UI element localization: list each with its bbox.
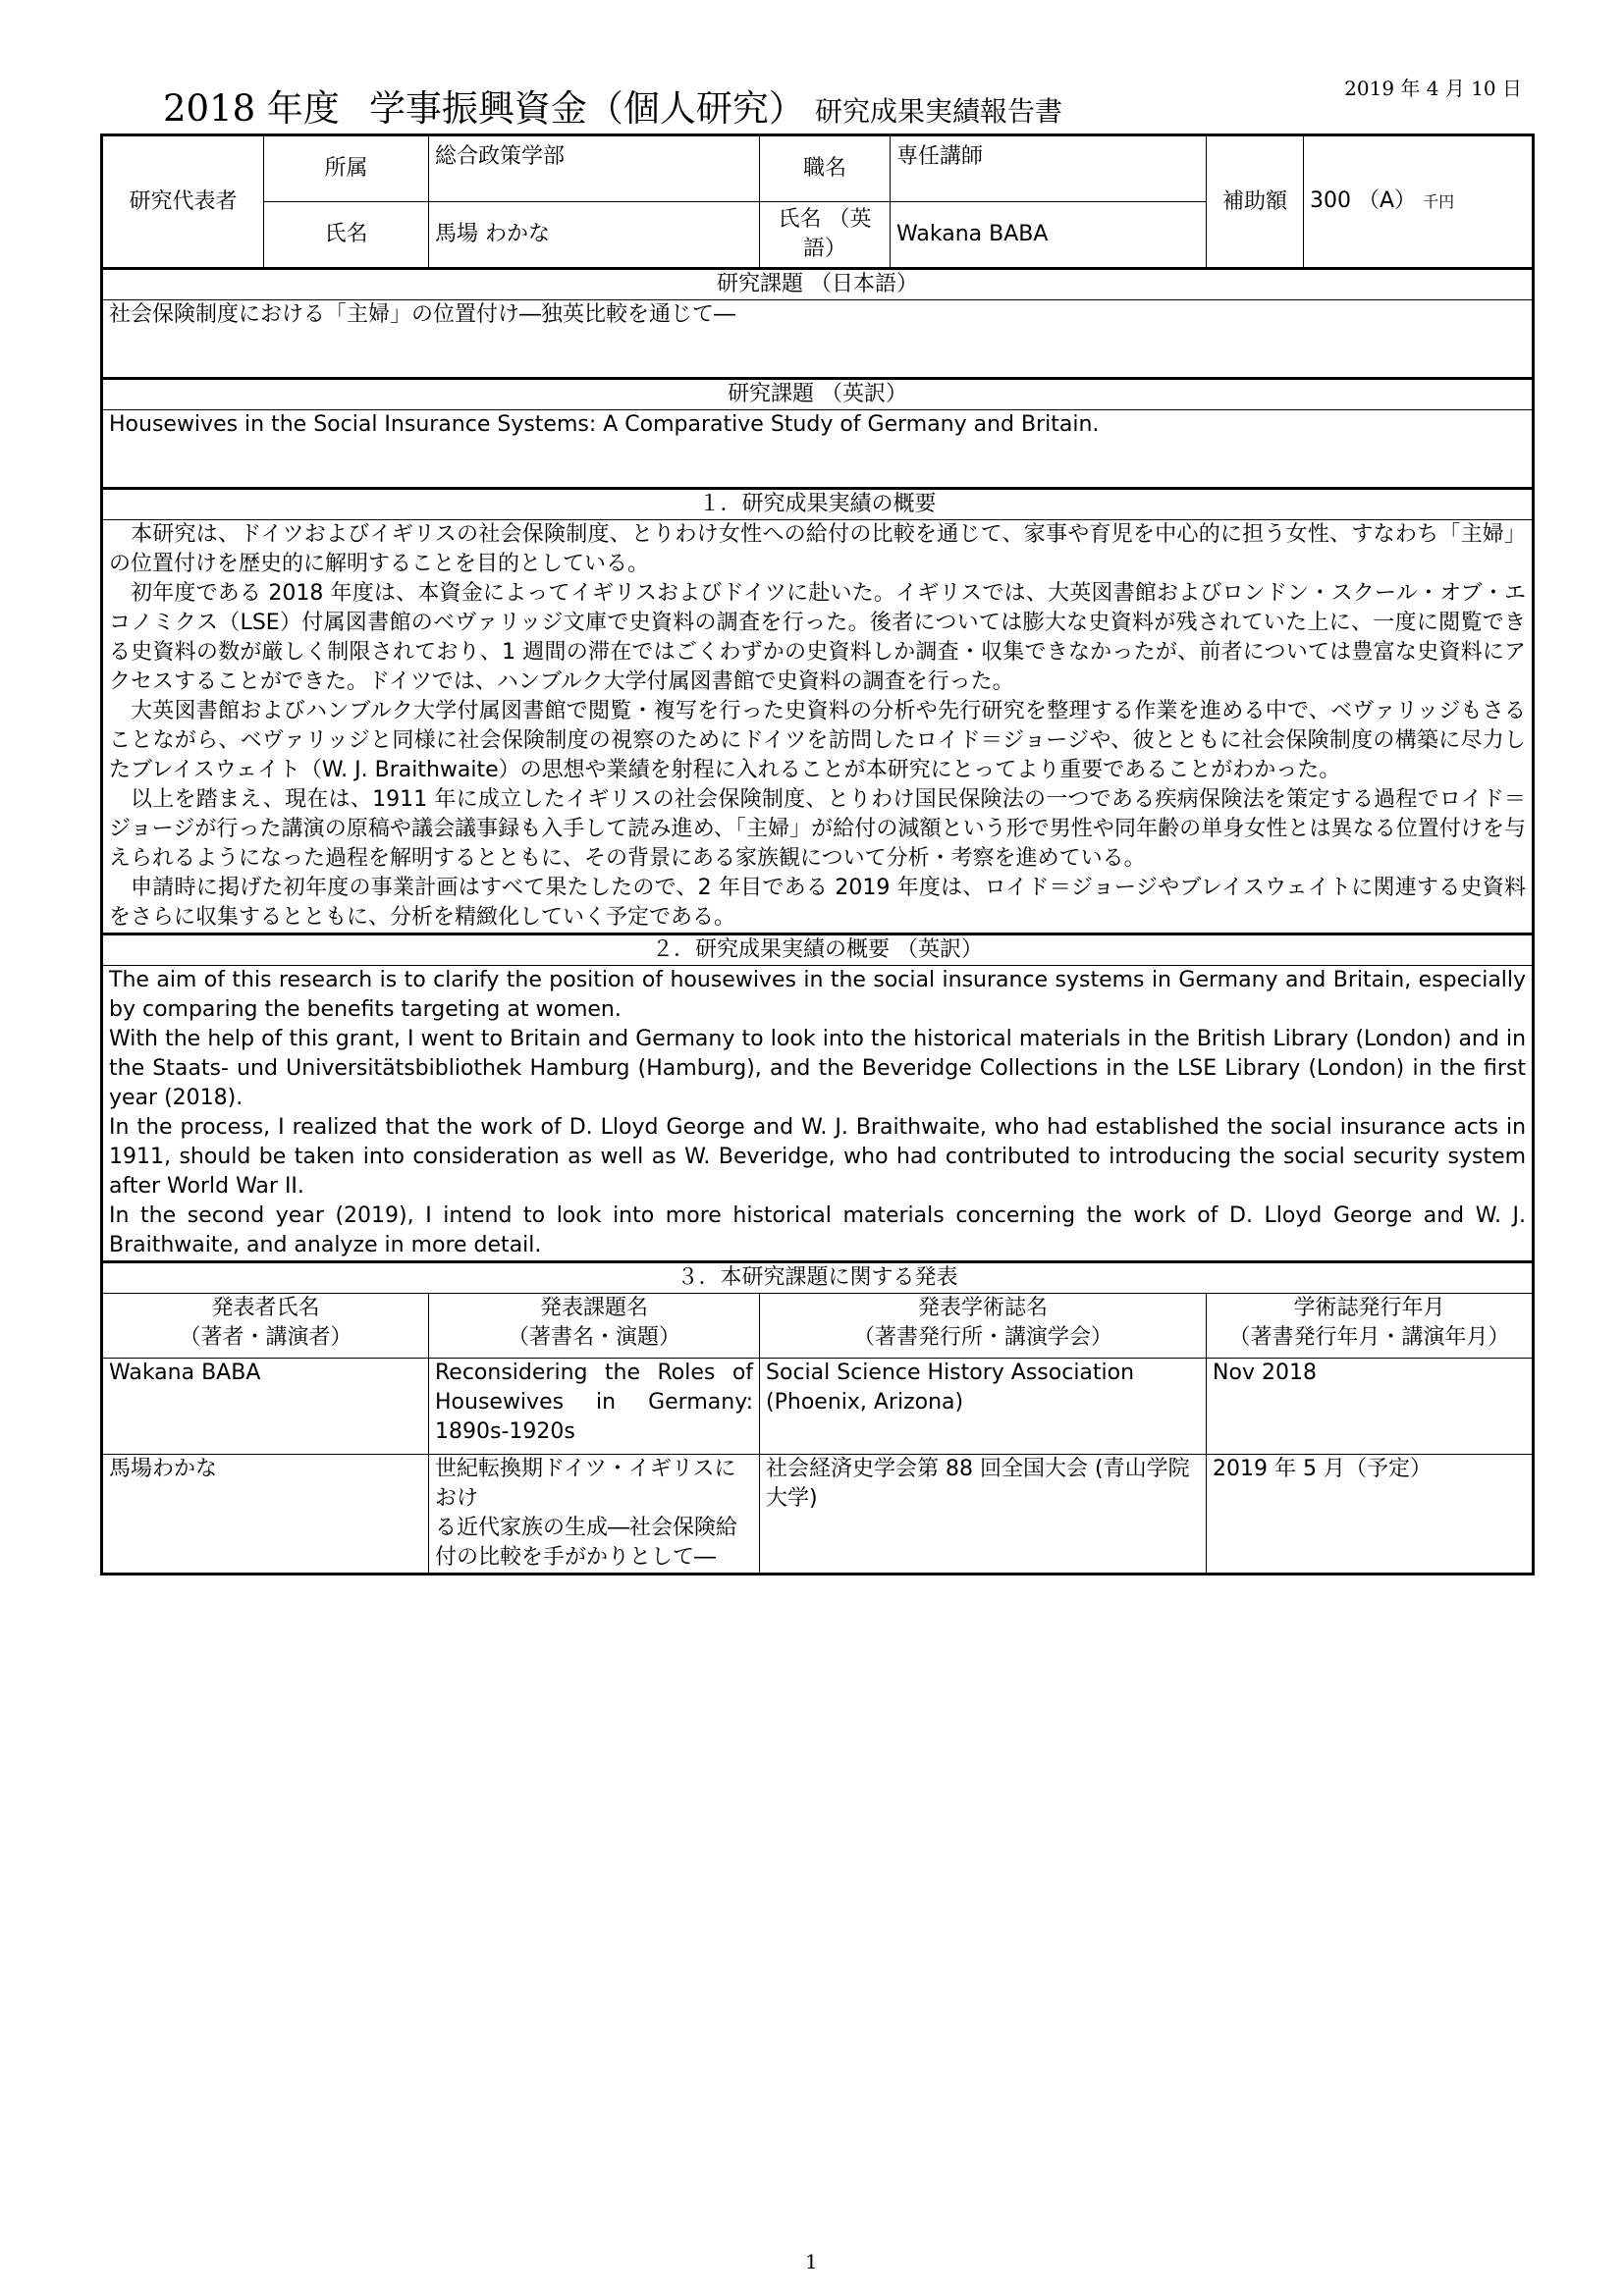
page-number: 1 bbox=[805, 2250, 818, 2273]
summary-jp-paragraph: 本研究は、ドイツおよびイギリスの社会保険制度、とりわけ女性への給付の比較を通じて、家事や育児を中心的に担う女性、すなわち「主婦」の位置付けを歴史的に解明することを目的としている。 bbox=[109, 522, 1527, 576]
title-line: Housewives in Germany: bbox=[435, 1390, 754, 1415]
summary-en-paragraph: In the process, I realized that the work of D. Lloyd George and W. J. Braithwaite, who had established the social insurance acts in 1911, should be taken into consideration as well as W. Beveridge, who had contributed to introducing the social security system after World War II. bbox=[109, 1115, 1527, 1199]
col-header-line1: 発表課題名 bbox=[540, 1296, 649, 1320]
position-value: 専任講師 bbox=[891, 135, 1207, 202]
col-title-header bbox=[429, 1294, 760, 1359]
summary-en-paragraph: With the help of this grant, I went to Britain and Germany to look into the historical materials in the British Library (London) and in the Staats- und Universitätsbibliothek Hamburg (Hamburg), and the Beveridge Collections in the LSE Library (London) in the first year (2018). bbox=[109, 1027, 1527, 1110]
summary-en-paragraph: The aim of this research is to clarify the position of housewives in the social insurance systems in Germany and Britain, especially by comparing the benefits targeting at women. bbox=[109, 968, 1527, 1022]
summary-jp-body bbox=[102, 520, 1534, 934]
col-header-line2: （著書名・演題） bbox=[508, 1325, 681, 1350]
position-label: 職名 bbox=[760, 135, 891, 202]
col-date-header bbox=[1207, 1294, 1534, 1359]
summary-jp-heading: １．研究成果実績の概要 bbox=[102, 489, 1534, 520]
affiliation-value: 総合政策学部 bbox=[429, 135, 760, 202]
title-year: 2018 年度 bbox=[163, 87, 340, 130]
date-cell: 2019 年 5 月（予定） bbox=[1207, 1455, 1534, 1575]
publications-heading: ３．本研究課題に関する発表 bbox=[102, 1262, 1534, 1294]
name-en-label: 氏名 （英語） bbox=[760, 202, 891, 269]
summary-jp-paragraph: 初年度である 2018 年度は、本資金によってイギリスおよびドイツに赴いた。イギリスでは、大英図書館およびロンドン・スクール・オブ・エコノミクス（LSE）付属図書館のベヴァリッジ文庫で史資料の調査を行った。後者については膨大な史資料が残されていた上に、一度に閲覧できる史資料の数が厳しく制限されており、1 週間の滞在ではごくわずかの史資料しか調査・収集できなかったが、前者については豊富な史資料にアクセスすることができた。ドイツでは、ハンブルク大学付属図書館で史資料の調査を行った。 bbox=[109, 581, 1527, 694]
summary-jp-paragraph: 申請時に掲げた初年度の事業計画はすべて果たしたので、2 年目である 2019 年度は、ロイド＝ジョージやブレイスウェイトに関連する史資料をさらに収集するとともに、分析を精緻化していく予定である。 bbox=[109, 876, 1527, 930]
grant-unit: 千円 bbox=[1423, 192, 1455, 211]
col-header-line2: （著書発行年月・講演年月） bbox=[1228, 1325, 1510, 1350]
topic-en-heading: 研究課題 （英訳） bbox=[102, 379, 1534, 410]
col-header-line1: 発表学術誌名 bbox=[918, 1296, 1049, 1320]
col-header-line2: （著書発行所・講演学会） bbox=[853, 1325, 1113, 1350]
title-line: 付の比較を手がかりとして― bbox=[435, 1545, 717, 1570]
document-title bbox=[163, 79, 1062, 132]
title-line: Reconsidering the Roles of bbox=[435, 1361, 754, 1385]
table-row bbox=[102, 1359, 1534, 1455]
presenter-cell: Wakana BABA bbox=[102, 1359, 429, 1455]
presenter-cell: 馬場わかな bbox=[102, 1455, 429, 1575]
venue-cell: Social Science History Association (Phoenix, Arizona) bbox=[760, 1359, 1207, 1455]
title-cell bbox=[429, 1455, 760, 1575]
summary-en-heading: ２．研究成果実績の概要 （英訳） bbox=[102, 934, 1534, 966]
affiliation-label: 所属 bbox=[264, 135, 429, 202]
title-main-text: 学事振興資金（個人研究） bbox=[368, 87, 805, 130]
summary-en-paragraph: In the second year (2019), I intend to look into more historical materials concerning the work of D. Lloyd George and W. J. Braithwaite, and analyze in more detail. bbox=[109, 1203, 1527, 1257]
summary-jp-paragraph: 大英図書館およびハンブルク大学付属図書館で閲覧・複写を行った史資料の分析や先行研究を整理する作業を進める中で、ベヴァリッジもさることながら、ベヴァリッジと同様に社会保険制度の視察のためにドイツを訪問したロイド＝ジョージや、彼とともに社会保険制度の構築に尽力したブレイスウェイト（W. J. Braithwaite）の思想や業績を射程に入れることが本研究にとってより重要であることがわかった。 bbox=[109, 699, 1527, 782]
report-date: 2019 年 4 月 10 日 bbox=[1344, 77, 1522, 100]
title-line: 世紀転換期ドイツ・イギリスにおけ bbox=[435, 1457, 736, 1511]
title-line: 1890s-1920s bbox=[435, 1419, 575, 1444]
document-header bbox=[102, 69, 1532, 128]
title-cell bbox=[429, 1359, 760, 1455]
name-label: 氏名 bbox=[264, 202, 429, 269]
topic-en-text: Housewives in the Social Insurance Systems: A Comparative Study of Germany and Britain. bbox=[102, 410, 1534, 489]
venue-cell: 社会経済史学会第 88 回全国大会 (青山学院大学) bbox=[760, 1455, 1207, 1575]
grant-amount bbox=[1304, 135, 1534, 269]
name-value: 馬場 わかな bbox=[429, 202, 760, 269]
col-presenter-header bbox=[102, 1294, 429, 1359]
title-line: る近代家族の生成―社会保険給 bbox=[435, 1516, 738, 1540]
col-header-line1: 学術誌発行年月 bbox=[1293, 1296, 1445, 1320]
representative-label: 研究代表者 bbox=[102, 135, 264, 269]
col-venue-header bbox=[760, 1294, 1207, 1359]
name-en-value: Wakana BABA bbox=[891, 202, 1207, 269]
grant-label: 補助額 bbox=[1207, 135, 1304, 269]
topic-jp-text: 社会保険制度における「主婦」の位置付け―独英比較を通じて― bbox=[102, 300, 1534, 379]
topic-jp-heading: 研究課題 （日本語） bbox=[102, 269, 1534, 300]
summary-jp-paragraph: 以上を踏まえ、現在は、1911 年に成立したイギリスの社会保険制度、とりわけ国民保険法の一つである疾病保険法を策定する過程でロイド＝ジョージが行った講演の原稿や議会議事録も入手して読み進め、「主婦」が給付の減額という形で男性や同年齢の単身女性とは異なる位置付けを与えられるようになった過程を解明するとともに、その背景にある家族観について分析・考察を進めている。 bbox=[109, 787, 1527, 871]
col-header-line1: 発表者氏名 bbox=[211, 1296, 320, 1320]
table-row bbox=[102, 1455, 1534, 1575]
title-sub-text: 研究成果実績報告書 bbox=[814, 95, 1062, 128]
summary-en-body bbox=[102, 966, 1534, 1262]
date-cell: Nov 2018 bbox=[1207, 1359, 1534, 1455]
grant-value: 300 （A） bbox=[1310, 188, 1417, 213]
report-form bbox=[100, 133, 1535, 1575]
col-header-line2: （著者・講演者） bbox=[179, 1325, 352, 1350]
